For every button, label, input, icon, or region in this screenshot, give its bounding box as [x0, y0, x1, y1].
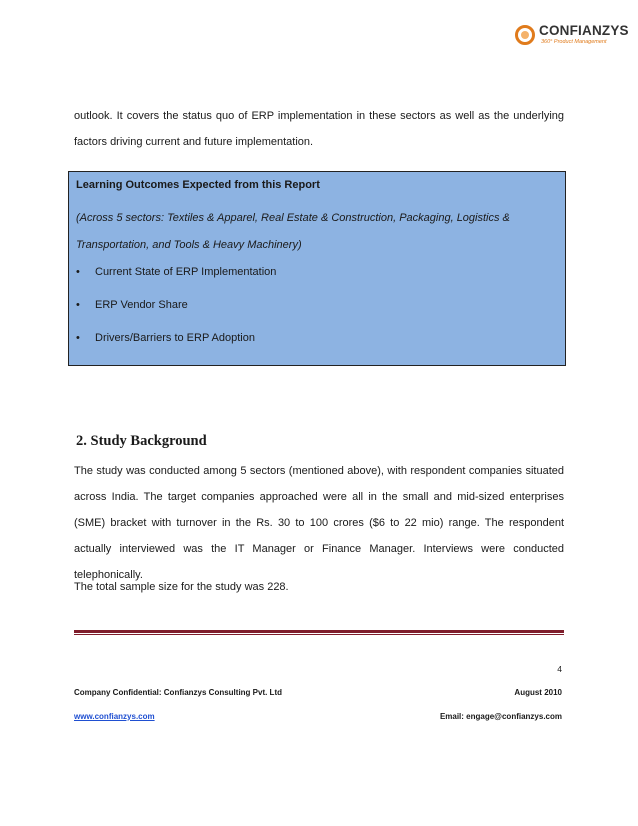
bullet-text: ERP Vendor Share	[95, 299, 188, 311]
website-link[interactable]: www.confianzys.com	[74, 712, 155, 721]
learning-outcomes-box	[68, 171, 566, 366]
intro-paragraph: outlook. It covers the status quo of ERP implementation in these sectors as well as the underlying factors driving current and future implementation.	[74, 110, 564, 148]
bullet-text: Current State of ERP Implementation	[95, 266, 277, 278]
section-title: 2. Study Background	[76, 433, 207, 449]
footer-email: Email: engage@confianzys.com	[439, 712, 562, 721]
outcomes-list	[76, 264, 276, 363]
study-background-paragraph: The study was conducted among 5 sectors (mentioned above), with respondent companies situated across India. The target companies approached were all in the small and mid-sized enterprises (SME) bracket with turnover in the Rs. 30 to 100 crores ($6 to 22 mio) range. The respondent actually interviewed was the IT Manager or Finance Manager. Interviews were conducted telephonically.	[74, 465, 564, 581]
bullet-icon: •	[76, 332, 80, 344]
sample-size-text: The total sample size for the study was 228.	[74, 581, 289, 593]
logo-tagline: 360° Product Management	[541, 39, 607, 45]
footer-rule	[74, 630, 564, 633]
list-item	[76, 330, 276, 363]
bullet-icon: •	[76, 299, 80, 311]
logo-text: CONFIANZYS	[539, 23, 629, 38]
footer-rule-thin	[74, 634, 564, 635]
list-item	[76, 297, 276, 330]
bullet-icon: •	[76, 266, 80, 278]
page-number: 4	[557, 664, 562, 674]
outcomes-title: Learning Outcomes Expected from this Report	[76, 179, 320, 191]
company-logo	[514, 18, 629, 52]
outcomes-subtitle: (Across 5 sectors: Textiles & Apparel, Real Estate & Construction, Packaging, Logistics & Transportation, and Tools & Heavy Machinery)	[76, 212, 510, 251]
list-item	[76, 264, 276, 297]
footer-date: August 2010	[514, 688, 562, 697]
bullet-text: Drivers/Barriers to ERP Adoption	[95, 332, 255, 344]
logo-ring-icon	[514, 24, 536, 46]
footer-company: Company Confidential: Confianzys Consulting Pvt. Ltd	[74, 688, 282, 697]
